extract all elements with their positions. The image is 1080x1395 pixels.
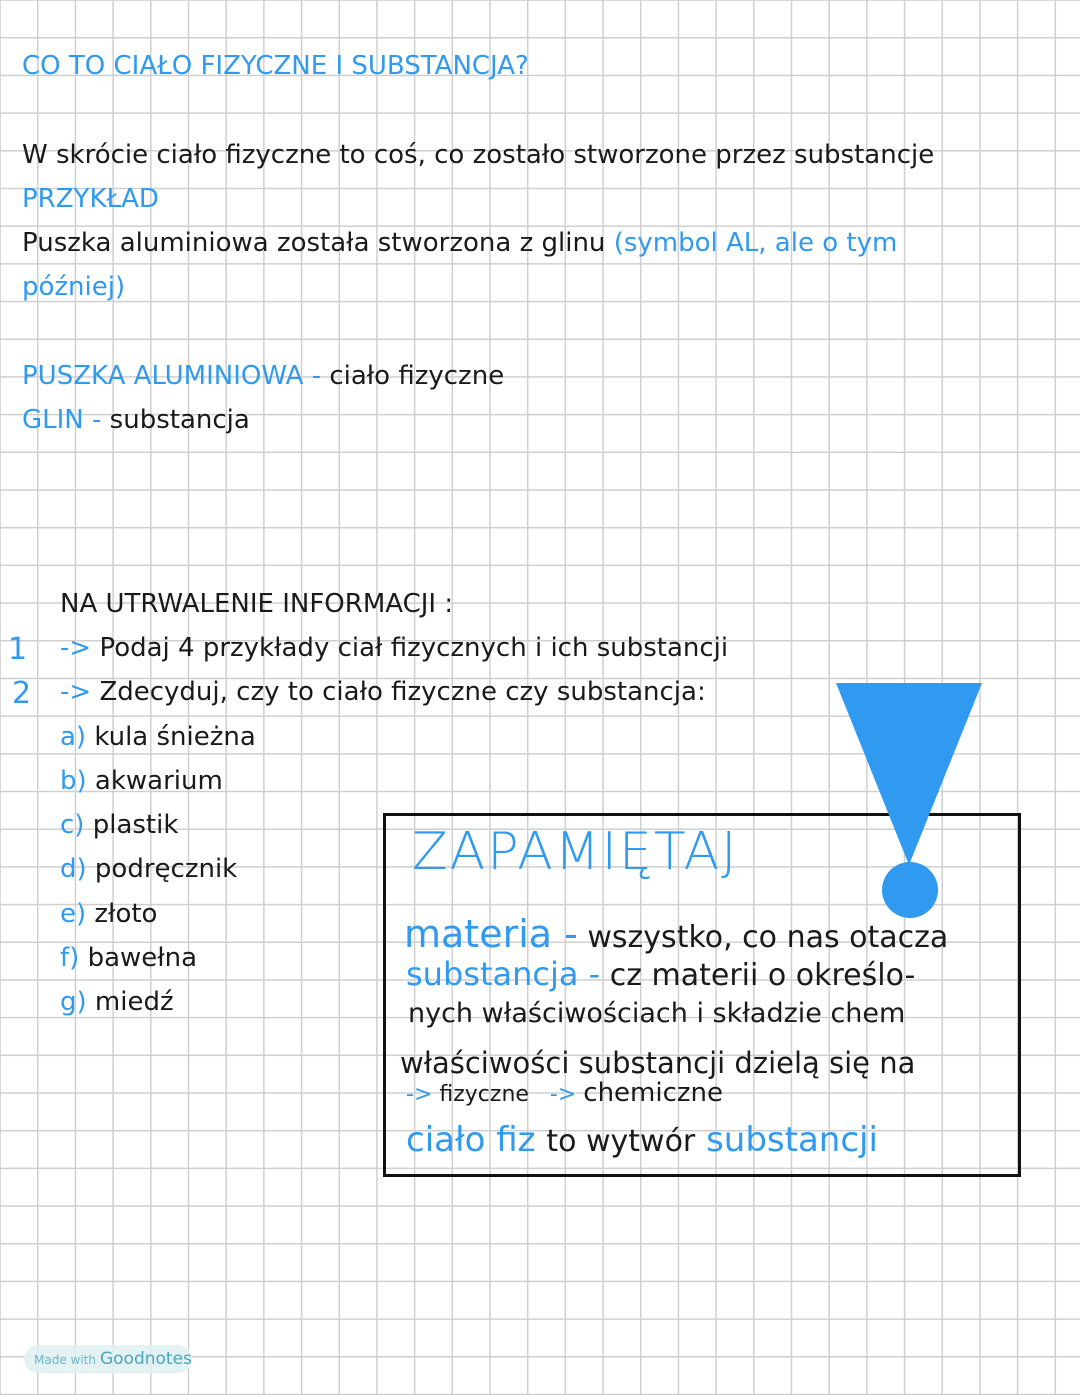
item-letter: f) — [60, 943, 80, 973]
exclamation-dot-icon — [882, 862, 938, 918]
list-item — [60, 809, 178, 841]
materia-def: wszystko, co nas otacza — [587, 920, 949, 955]
page-title: CO TO CIAŁO FIZYCZNE I SUBSTANCJA? — [22, 51, 529, 81]
item-letter: c) — [60, 810, 85, 840]
last-term: ciało fiz — [406, 1120, 536, 1160]
example-note: (symbol AL, ale o tym — [613, 228, 898, 258]
box-title: ZAPAMIĘTAJ — [412, 822, 739, 882]
list-item — [60, 942, 197, 974]
prop-chemical: chemiczne — [583, 1078, 724, 1108]
last-end: substancji — [706, 1120, 878, 1160]
pair-2 — [22, 404, 250, 436]
item-text: bawełna — [87, 943, 198, 973]
props-list — [406, 1078, 723, 1108]
list-item — [60, 765, 223, 797]
item-text: miedź — [94, 987, 174, 1017]
made-with-text: Made with — [34, 1353, 96, 1367]
props-line: właściwości substancji dzielą się na — [400, 1046, 916, 1080]
example-text: Puszka aluminiowa została stworzona z glinu — [22, 228, 606, 258]
item-text: podręcznik — [94, 854, 238, 884]
example-note-cont: później) — [22, 272, 126, 302]
task-text: Podaj 4 przykłady ciał fizycznych i ich substancji — [99, 633, 729, 663]
pair-term: PUSZKA ALUMINIOWA - — [22, 361, 322, 391]
task-number: 2 — [12, 676, 32, 711]
item-letter: b) — [60, 766, 87, 796]
materia-term: materia - — [404, 912, 578, 956]
list-item — [60, 853, 237, 885]
list-item — [60, 721, 256, 753]
arrow-icon: -> — [60, 633, 92, 663]
example-line — [22, 227, 897, 259]
last-mid: to wytwór — [546, 1124, 696, 1159]
pair-term: GLIN - — [22, 405, 102, 435]
pair-1 — [22, 360, 504, 392]
item-text: plastik — [92, 810, 179, 840]
goodnotes-badge — [24, 1345, 192, 1373]
substancja-term: substancja - — [406, 955, 601, 993]
exercise-heading: NA UTRWALENIE INFORMACJI : — [60, 589, 454, 619]
item-letter: d) — [60, 854, 87, 884]
brand-text: Goodnotes — [99, 1349, 192, 1369]
arrow-icon: -> — [60, 677, 92, 707]
item-text: kula śnieżna — [94, 722, 256, 752]
example-label: PRZYKŁAD — [22, 184, 159, 214]
materia-line — [404, 912, 948, 956]
arrow-icon: -> — [406, 1082, 433, 1107]
exclamation-icon — [836, 683, 982, 865]
substancja-def: cz materii o określo- — [609, 958, 916, 993]
task-text: Zdecyduj, czy to ciało fizyczne czy substancja: — [99, 677, 706, 707]
intro-text: W skrócie ciało fizyczne to coś, co zostało stworzone przez substancje — [22, 140, 935, 170]
list-item — [60, 986, 174, 1018]
pair-def: substancja — [109, 405, 250, 435]
task-1 — [60, 632, 728, 664]
last-line — [406, 1120, 878, 1160]
substancja-line — [406, 955, 915, 993]
arrow-icon: -> — [549, 1082, 577, 1107]
item-letter: g) — [60, 987, 87, 1017]
item-text: złoto — [94, 899, 158, 929]
task-2 — [60, 676, 706, 708]
prop-physical: fizyczne — [439, 1082, 529, 1107]
task-number: 1 — [8, 632, 28, 667]
pair-def: ciało fizyczne — [329, 361, 505, 391]
list-item — [60, 898, 157, 930]
item-letter: a) — [60, 722, 87, 752]
substancja-def-cont: nych właściwościach i składzie chem — [408, 998, 906, 1029]
item-text: akwarium — [94, 766, 223, 796]
item-letter: e) — [60, 899, 87, 929]
